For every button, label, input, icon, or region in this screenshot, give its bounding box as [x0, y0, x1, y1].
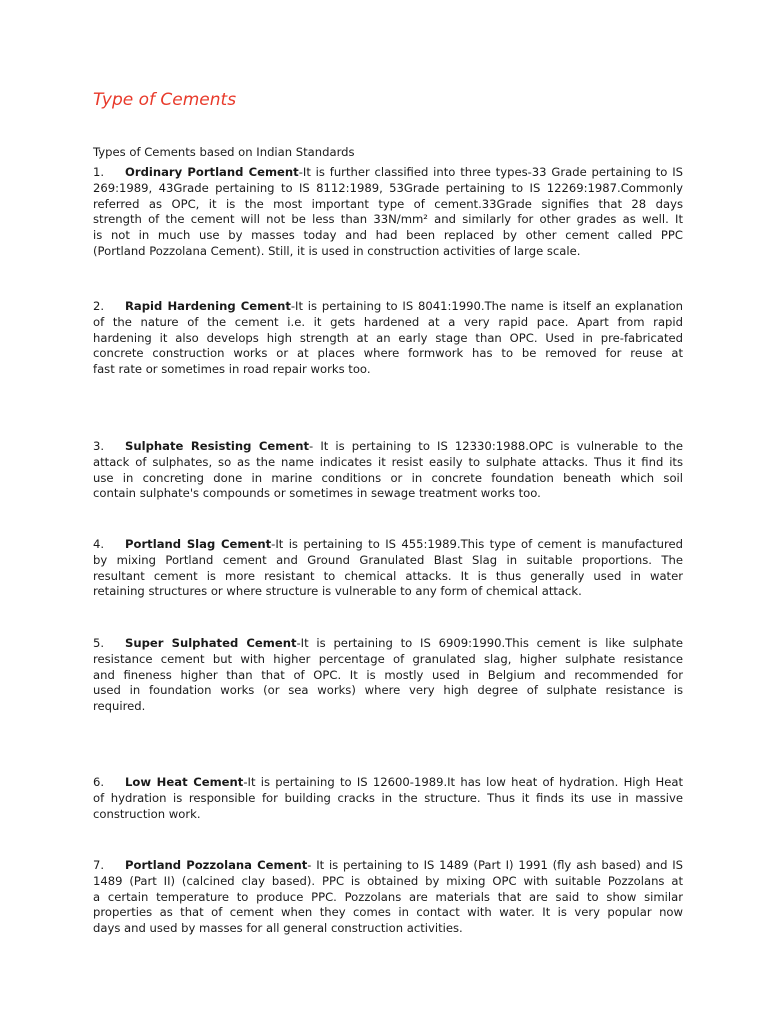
cement-item-low-heat	[93, 775, 683, 822]
item-text: -It is pertaining to IS 8041:1990.The name is itself an explanation	[290, 299, 683, 313]
item-number: 2.	[93, 299, 105, 313]
item-text: resistance cement but with higher percentage of granulated slag, higher sulphate resistance	[93, 651, 683, 666]
item-number: 3.	[93, 439, 105, 453]
item-text: strength of the cement will not be less than 33N/mm² and similarly for other grades as well. It	[93, 212, 683, 227]
item-name: Portland Slag Cement	[125, 537, 272, 551]
item-text: attack of sulphates, so as the name indicates it resist easily to sulphate attacks. Thus it find its	[93, 454, 683, 469]
item-name: Portland Pozzolana Cement	[125, 858, 308, 872]
item-number: 6.	[93, 775, 105, 789]
cement-item-super-sulphated	[93, 636, 683, 715]
item-text: contain sulphate's compounds or sometimes in sewage treatment works too.	[93, 486, 541, 501]
item-text: is not in much use by masses today and had been replaced by other cement called PPC	[93, 228, 683, 243]
cement-item-sulphate-resisting	[93, 439, 683, 502]
item-text: resultant cement is more resistant to chemical attacks. It is thus generally used in water	[93, 568, 683, 583]
document-subtitle: Types of Cements based on Indian Standards	[93, 145, 355, 159]
item-text: -It is pertaining to IS 455:1989.This type of cement is manufactured	[271, 537, 683, 551]
item-text: -It is pertaining to IS 6909:1990.This cement is like sulphate	[296, 636, 684, 650]
item-text: referred as OPC, it is the most important type of cement.33Grade signifies that 28 days	[93, 196, 683, 211]
item-number: 5.	[93, 636, 105, 650]
item-text: fast rate or sometimes in road repair works too.	[93, 362, 371, 377]
item-name: Low Heat Cement	[125, 775, 244, 789]
item-name: Rapid Hardening Cement	[125, 299, 291, 313]
item-text: (Portland Pozzolana Cement). Still, it is used in construction activities of large scale.	[93, 243, 581, 258]
item-name: Ordinary Portland Cement	[125, 165, 299, 179]
cement-item-portland-slag	[93, 537, 683, 600]
item-number: 7.	[93, 858, 105, 872]
item-text: a certain temperature to produce PPC. Pozzolans are materials that are said to show similar	[93, 889, 683, 904]
item-text: required.	[93, 699, 146, 714]
item-name: Sulphate Resisting Cement	[125, 439, 310, 453]
item-text: use in concreting done in marine conditions or in concrete foundation beneath which soil	[93, 470, 683, 485]
cement-item-ordinary-portland	[93, 165, 683, 260]
item-number: 4.	[93, 537, 105, 551]
item-text: days and used by masses for all general construction activities.	[93, 921, 463, 936]
cement-item-rapid-hardening	[93, 299, 683, 378]
cement-item-portland-pozzolana	[93, 858, 683, 937]
item-name: Super Sulphated Cement	[125, 636, 297, 650]
item-text: concrete construction works or at places where formwork has to be removed for reuse at	[93, 346, 683, 361]
item-text: of the nature of the cement i.e. it gets hardened at a very rapid pace. Apart from rapid	[93, 314, 683, 329]
item-text: 1489 (Part II) (calcined clay based). PPC is obtained by mixing OPC with suitable Pozzolans at	[93, 873, 683, 888]
item-text: properties as that of cement when they comes in contact with water. It is very popular now	[93, 905, 683, 920]
item-text: -It is pertaining to IS 12600-1989.It has low heat of hydration. High Heat	[243, 775, 683, 789]
item-number: 1.	[93, 165, 105, 179]
item-text: 269:1989, 43Grade pertaining to IS 8112:1989, 53Grade pertaining to IS 12269:1987.Commonly	[93, 180, 683, 195]
item-text: of hydration is responsible for building cracks in the structure. Thus it finds its use in massive	[93, 790, 683, 805]
item-text: construction work.	[93, 806, 201, 821]
item-text: by mixing Portland cement and Ground Granulated Blast Slag in suitable proportions. The	[93, 552, 683, 567]
item-text: - It is pertaining to IS 12330:1988.OPC is vulnerable to the	[309, 439, 683, 453]
item-text: retaining structures or where structure is vulnerable to any form of chemical attack.	[93, 584, 582, 599]
item-text: used in foundation works (or sea works) where very high degree of sulphate resistance is	[93, 683, 683, 698]
item-text: hardening it also develops high strength at an early stage than OPC. Used in pre-fabricated	[93, 330, 683, 345]
item-text: - It is pertaining to IS 1489 (Part I) 1991 (fly ash based) and IS	[307, 858, 684, 872]
item-text: -It is further classified into three types-33 Grade pertaining to IS	[298, 165, 683, 179]
item-text: and fineness higher than that of OPC. It is mostly used in Belgium and recommended for	[93, 667, 683, 682]
document-title: Type of Cements	[93, 90, 237, 110]
